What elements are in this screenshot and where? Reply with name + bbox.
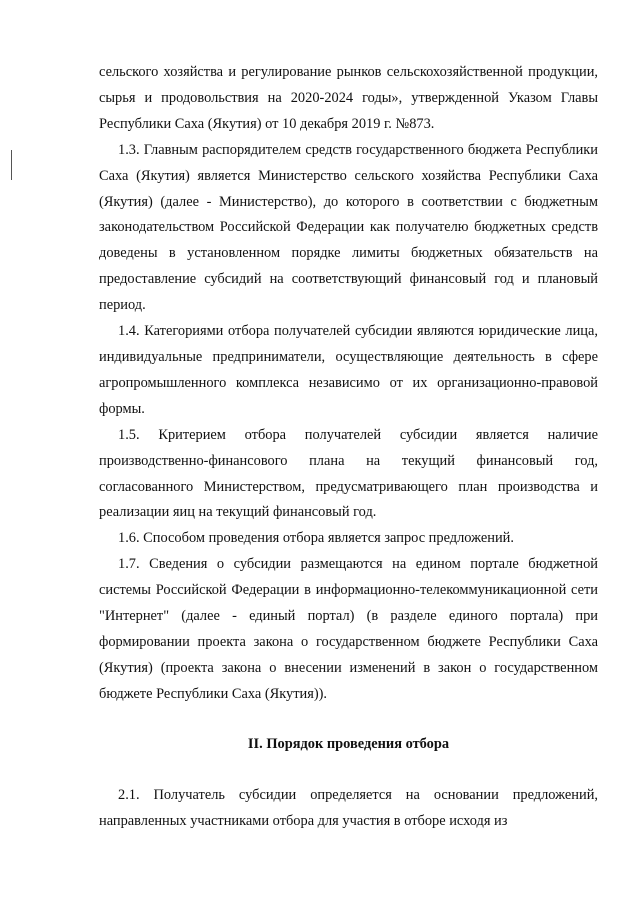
paragraph-2-1: 2.1. Получатель субсидии определяется на основании предложений, направленных участниками отбора для участия в отборе исходя из: [99, 787, 598, 829]
margin-mark: [11, 150, 12, 180]
section-body: [99, 783, 598, 835]
paragraph-1-6: 1.6. Способом проведения отбора является запрос предложений.: [118, 530, 514, 547]
paragraph-1-7: 1.7. Сведения о субсидии размещаются на едином портале бюджетной системы Российской Федерации в информационно-телекоммуникационной сети "Интернет" (далее - единый портал) (в разделе единого портала) при формировании проекта закона о государственном бюджете Республики Саха (Якутия) (проекта закона о внесении изменений в закон о государственном бюджете Республики Саха (Якутия)).: [99, 556, 598, 702]
paragraph-1-5: 1.5. Критерием отбора получателей субсидии является наличие производственно-финансового плана на текущий финансовый год, согласованного Министерством, предусматривающего план производства и реализации яиц на текущий финансовый год.: [99, 426, 598, 521]
paragraph-1-4: 1.4. Категориями отбора получателей субсидии являются юридические лица, индивидуальные предприниматели, осуществляющие деятельность в сфере агропромышленного комплекса независимо от их организационно-правовой формы.: [99, 323, 598, 417]
paragraph-1-3: 1.3. Главным распорядителем средств государственного бюджета Республики Саха (Якутия) является Министерство сельского хозяйства Республики Саха (Якутия) (далее - Министерство), до которого в соответствии с бюджетным законодательством Российской Федерации как получателю бюджетных средств доведены в установленном порядке лимиты бюджетных обязательств на предоставление субсидий на соответствующий финансовый год и плановый период.: [99, 141, 598, 314]
document-body: [99, 60, 598, 708]
paragraph-continuation: сельского хозяйства и регулирование рынков сельскохозяйственной продукции, сырья и продовольствия на 2020-2024 годы», утвержденной Указом Главы Республики Саха (Якутия) от 10 декабря 2019 г. №873.: [99, 64, 598, 132]
section-heading: II. Порядок проведения отбора: [247, 736, 450, 752]
